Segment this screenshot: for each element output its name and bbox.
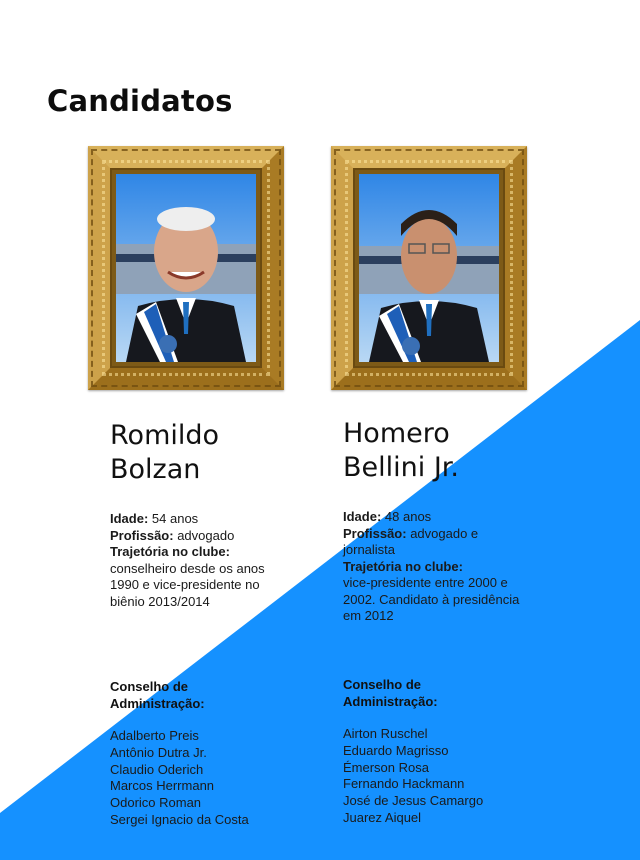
- list-item: Eduardo Magrisso: [343, 742, 449, 758]
- list-item: Sergei Ignacio da Costa: [110, 811, 249, 827]
- profession-label: Profissão:: [110, 527, 174, 543]
- council-heading-line1: Conselho de: [343, 677, 422, 692]
- candidate-last-name: Bolzan: [110, 454, 201, 485]
- list-item: Odorico Roman: [110, 795, 202, 811]
- career-label: Trajetória no clube:: [343, 558, 463, 574]
- portrait-photo-homero-bellini: [359, 174, 499, 362]
- council-heading-line1: Conselho de: [110, 679, 189, 694]
- list-item: Adalberto Preis: [110, 728, 199, 743]
- council-heading-line2: Administração:: [343, 693, 438, 709]
- candidate-first-name: Romildo: [110, 420, 220, 451]
- list-item: Airton Ruschel: [343, 726, 428, 741]
- list-item: Juarez Aiquel: [343, 809, 422, 825]
- list-item: Fernando Hackmann: [343, 776, 465, 792]
- council-heading-line2: Administração:: [110, 695, 205, 711]
- candidate-name-homero-bellini: [343, 417, 459, 485]
- age-value: 48 anos: [384, 509, 432, 524]
- candidate-last-name: Bellini Jr.: [343, 452, 460, 483]
- page-title: Candidatos: [47, 84, 233, 118]
- candidate-info-romildo-bolzan: [110, 511, 270, 610]
- list-item: Émerson Rosa: [343, 759, 429, 775]
- candidate-info-homero-bellini: [343, 509, 528, 625]
- age-value: 54 anos: [151, 511, 199, 526]
- career-label: Trajetória no clube:: [110, 544, 230, 559]
- portrait-frame-romildo-bolzan: [88, 146, 284, 390]
- age-label: Idade:: [110, 511, 149, 526]
- portrait-photo-romildo-bolzan: [116, 174, 256, 362]
- profession-label: Profissão:: [343, 525, 407, 541]
- profession-value: advogado: [177, 527, 235, 543]
- career-value: conselheiro desde os anos 1990 e vice-presidente no biênio 2013/2014: [110, 560, 265, 609]
- list-item: Antônio Dutra Jr.: [110, 744, 207, 760]
- list-item: Claudio Oderich: [110, 761, 204, 777]
- council-members-romildo-bolzan: [110, 728, 249, 829]
- council-heading-romildo-bolzan: [110, 679, 205, 712]
- profession-value: advogado e jornalista: [343, 525, 479, 557]
- list-item: Marcos Herrmann: [110, 778, 215, 794]
- age-label: Idade:: [343, 509, 382, 524]
- council-heading-homero-bellini: [343, 677, 438, 710]
- career-value: vice-presidente entre 2000 e 2002. Candidato à presidência em 2012: [343, 575, 520, 623]
- candidate-name-romildo-bolzan: [110, 419, 219, 487]
- candidate-first-name: Homero: [343, 418, 450, 449]
- council-members-homero-bellini: [343, 726, 483, 827]
- list-item: José de Jesus Camargo: [343, 793, 484, 809]
- portrait-frame-homero-bellini: [331, 146, 527, 390]
